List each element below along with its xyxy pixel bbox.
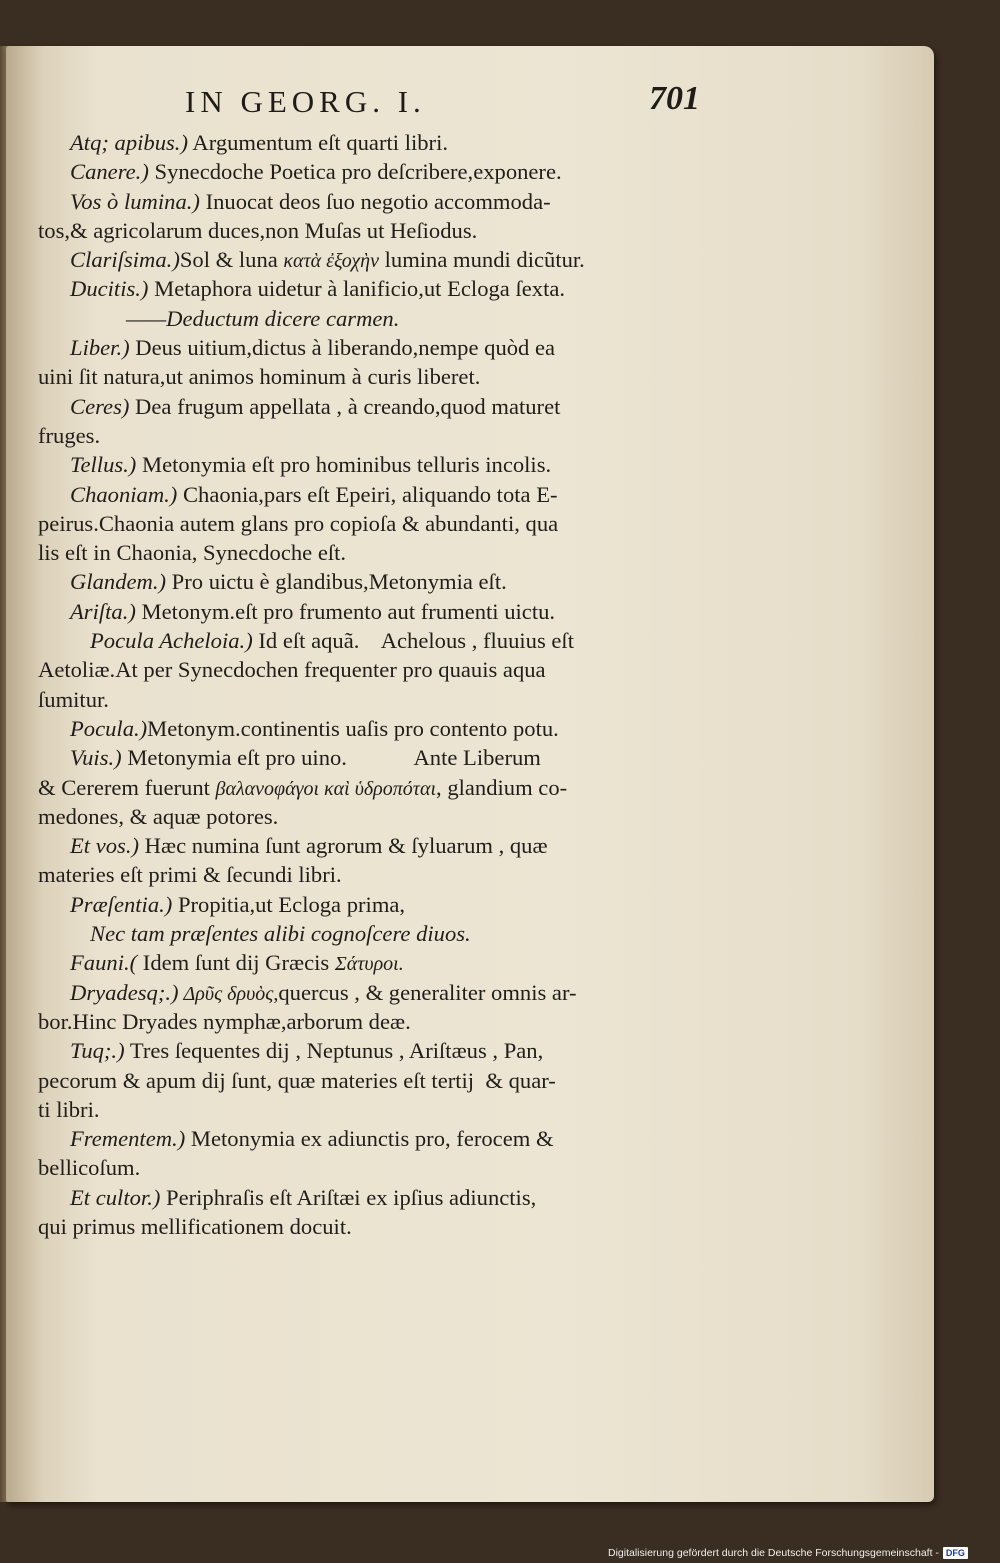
lemma: Dryadesq;.)	[70, 979, 179, 1005]
text-line: Et cultor.) Periphraſis eſt Ariſtæi ex ipſius adiunctis,	[70, 1184, 537, 1210]
digitization-credit	[608, 1545, 968, 1560]
text-line: Ceres) Dea frugum appellata , à creando,quod maturet	[70, 393, 561, 419]
text-line: Pocula.)Metonym.continentis uaſis pro contento potu.	[70, 715, 559, 741]
lemma: Fauni.(	[70, 950, 138, 976]
text-line: Et vos.) Hæc numina ſunt agrorum & ſyluarum , quæ	[70, 833, 548, 859]
text-line: fruges.	[38, 422, 101, 448]
lemma: Et cultor.)	[70, 1184, 161, 1210]
text-line: bellicoſum.	[38, 1155, 141, 1181]
dfg-logo: DFG	[943, 1547, 968, 1559]
lemma: Pocula.)	[70, 715, 148, 741]
text-line: peirus.Chaonia autem glans pro copioſa & abundanti, qua	[38, 510, 559, 536]
greek-text: βαλανοφάγοι καὶ ὑδροπόται	[215, 777, 437, 800]
text-line: Liber.) Deus uitium,dictus à liberando,nempe quòd ea	[70, 335, 556, 361]
text-line: Ariſta.) Metonym.eſt pro frumento aut frumenti uictu.	[70, 598, 556, 624]
greek-text: κατὰ ἐξοχὴν	[283, 250, 379, 273]
text-line: tos,& agricolarum duces,non Muſas ut Heſiodus.	[38, 217, 478, 243]
text-line: qui primus mellificationem docuit.	[38, 1213, 352, 1239]
text-line: bor.Hinc Dryades nymphæ,arborum deæ.	[38, 1008, 411, 1034]
text-line: Clariſsima.)Sol & luna κατὰ ἐξοχὴν lumina mundi dicũtur.	[70, 247, 585, 273]
text-line: Tuq;.) Tres ſequentes dij , Neptunus , Ariſtæus , Pan,	[70, 1038, 544, 1064]
lemma: Ariſta.)	[70, 598, 136, 624]
lemma: Vos ò lumina.)	[70, 188, 200, 214]
text-line: uini ſit natura,ut animos hominum à curis liberet.	[38, 364, 481, 390]
text-line: Vuis.) Metonymia eſt pro uino. Ante Liberum	[70, 745, 541, 771]
text-line: Præſentia.) Propitia,ut Ecloga prima,	[70, 891, 406, 917]
lemma: Glandem.)	[70, 569, 167, 595]
lemma: Præſentia.)	[70, 891, 173, 917]
text-line: & Cererem fuerunt βαλανοφάγοι καὶ ὑδροπόται, glandium co-	[38, 774, 568, 800]
lemma: Ducitis.)	[70, 276, 149, 302]
lemma: Frementem.)	[70, 1126, 186, 1152]
lemma: Chaoniam.)	[70, 481, 178, 507]
text-line: Glandem.) Pro uictu è glandibus,Metonymia eſt.	[70, 569, 507, 595]
text-line: Ducitis.) Metaphora uidetur à lanificio,ut Ecloga ſexta.	[70, 276, 566, 302]
quotation-line: ——Deductum dicere carmen.	[126, 305, 400, 331]
lemma: Tuq;.)	[70, 1038, 125, 1064]
lemma: Canere.)	[70, 159, 149, 185]
lemma: Ceres)	[70, 393, 130, 419]
lemma: Tellus.)	[70, 452, 137, 478]
text-line: Vos ò lumina.) Inuocat deos ſuo negotio accommoda-	[70, 188, 551, 214]
text-line: Aetoliæ.At per Synecdochen frequenter pro quauis aqua	[38, 657, 546, 683]
running-head: IN GEORG. I.	[185, 84, 426, 119]
commentary-text	[38, 128, 703, 1241]
text-line: Dryadesq;.) Δρῦς δρυὸς,quercus , & generaliter omnis ar-	[70, 979, 577, 1005]
text-line: ſumitur.	[38, 686, 109, 712]
lemma: Vuis.)	[70, 745, 122, 771]
text-line: pecorum & apum dij ſunt, quæ materies eſt tertij & quar-	[38, 1067, 556, 1093]
text-line: materies eſt primi & ſecundi libri.	[38, 862, 342, 888]
text-line: Fauni.( Idem ſunt dij Græcis Σάτυροι.	[70, 950, 404, 976]
text-line: Atq; apibus.) Argumentum eſt quarti libri.	[70, 130, 448, 155]
text-line: Frementem.) Metonymia ex adiunctis pro, ferocem &	[70, 1126, 554, 1152]
page-header	[185, 80, 700, 120]
text-line: Tellus.) Metonymia eſt pro hominibus telluris incolis.	[70, 452, 552, 478]
lemma: Et vos.)	[70, 833, 140, 859]
text-line: medones, & aquæ potores.	[38, 803, 279, 829]
lemma: Clariſsima.)	[70, 247, 180, 273]
lemma: Pocula Acheloia.)	[90, 628, 253, 654]
quotation-line: Nec tam præſentes alibi cognoſcere diuos.	[90, 921, 471, 947]
lemma: Atq; apibus.)	[70, 130, 188, 155]
text-line: lis eſt in Chaonia, Synecdoche eſt.	[38, 540, 347, 566]
page-number: 701	[649, 80, 700, 117]
text-line: Pocula Acheloia.) Id eſt aquã. Achelous , fluuius eſt	[90, 628, 574, 654]
lemma: Liber.)	[70, 335, 130, 361]
greek-text: Δρῦς δρυὸς,	[178, 982, 279, 1005]
credit-text: Digitalisierung gefördert durch die Deutsche Forschungsgemeinschaft -	[608, 1546, 939, 1559]
text-line: ti libri.	[38, 1096, 100, 1122]
text-line: Canere.) Synecdoche Poetica pro deſcribere,exponere.	[70, 159, 562, 185]
text-line: Chaoniam.) Chaonia,pars eſt Epeiri, aliquando tota E-	[70, 481, 558, 507]
greek-text: Σάτυροι.	[334, 953, 404, 976]
